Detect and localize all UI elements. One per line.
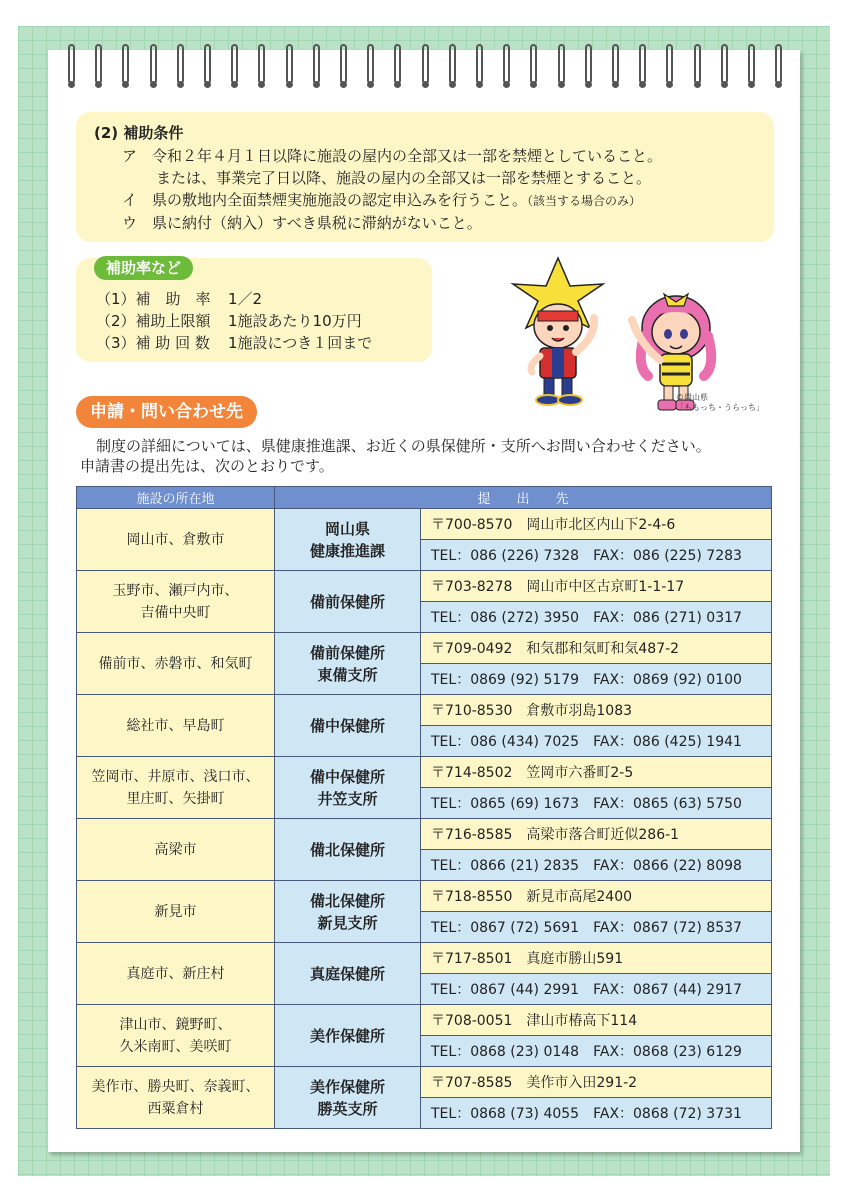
spiral-ring xyxy=(612,44,619,84)
address-cell: 〒714-8502 笠岡市六番町2-5 xyxy=(421,757,772,788)
copyright-line-2: 「ももっち・うらっち」 xyxy=(676,403,764,412)
intro-line-2: 申請書の提出先は、次のとおりです。 xyxy=(80,457,334,475)
spiral-ring xyxy=(340,44,347,84)
office-line-1: 美作保健所 xyxy=(309,1077,385,1096)
address-cell: 〒718-8550 新見市高尾2400 xyxy=(421,881,772,912)
table-row xyxy=(77,633,772,664)
phone-fax-cell: TEL：086 (226) 7328 FAX：086 (225) 7283 xyxy=(421,540,772,571)
phone-fax-cell: TEL：0865 (69) 1673 FAX：0865 (63) 5750 xyxy=(421,788,772,819)
table-row xyxy=(77,757,772,788)
intro-line-1: 制度の詳細については、県健康推進課、お近くの県保健所・支所へお問い合わせください。 xyxy=(96,437,711,455)
spiral-ring xyxy=(258,44,265,84)
office-cell xyxy=(275,571,421,633)
phone-fax-cell: TEL：0868 (73) 4055 FAX：0868 (72) 3731 xyxy=(421,1098,772,1129)
mascot-copyright xyxy=(676,393,764,413)
table-row xyxy=(77,819,772,850)
location-line-2: 吉備中央町 xyxy=(140,604,211,621)
address-cell: 〒716-8585 高梁市落合町近似286-1 xyxy=(421,819,772,850)
address-cell: 〒708-0051 津山市椿高下114 xyxy=(421,1005,772,1036)
spiral-ring xyxy=(694,44,701,84)
spiral-ring xyxy=(313,44,320,84)
application-intro xyxy=(80,436,780,476)
spiral-ring xyxy=(68,44,75,84)
office-line-1: 真庭保健所 xyxy=(309,964,385,983)
phone-fax-cell: TEL：086 (434) 7025 FAX：086 (425) 1941 xyxy=(421,726,772,757)
table-row xyxy=(77,509,772,540)
office-line-2: 勝英支所 xyxy=(317,1099,378,1118)
table-row xyxy=(77,1005,772,1036)
location-line-1: 津山市、鏡野町、 xyxy=(119,1016,232,1033)
contacts-table xyxy=(76,486,772,1129)
copyright-line-1: ©岡山県 xyxy=(676,393,708,402)
location-cell xyxy=(77,1005,275,1067)
location-cell xyxy=(77,509,275,571)
spiral-ring xyxy=(721,44,728,84)
location-cell xyxy=(77,819,275,881)
header-location: 施設の所在地 xyxy=(77,487,275,509)
spiral-ring xyxy=(748,44,755,84)
spiral-ring xyxy=(775,44,782,84)
contacts-table-body xyxy=(77,509,772,1129)
office-line-1: 備北保健所 xyxy=(309,891,385,910)
location-cell xyxy=(77,633,275,695)
location-line-1: 美作市、勝央町、奈義町、 xyxy=(91,1078,260,1095)
phone-fax-cell: TEL：086 (272) 3950 FAX：086 (271) 0317 xyxy=(421,602,772,633)
office-line-1: 備中保健所 xyxy=(309,716,385,735)
location-line-1: 高梁市 xyxy=(154,841,197,858)
office-cell xyxy=(275,819,421,881)
spiral-ring xyxy=(639,44,646,84)
location-cell xyxy=(77,881,275,943)
address-cell: 〒700-8570 岡山市北区内山下2-4-6 xyxy=(421,509,772,540)
office-line-1: 岡山県 xyxy=(324,519,370,538)
office-line-2: 新見支所 xyxy=(317,913,378,932)
spiral-ring xyxy=(449,44,456,84)
phone-fax-cell: TEL：0866 (21) 2835 FAX：0866 (22) 8098 xyxy=(421,850,772,881)
office-line-2: 健康推進課 xyxy=(309,541,385,560)
table-row xyxy=(77,1067,772,1098)
location-line-1: 玉野市、瀬戸内市、 xyxy=(112,582,239,599)
conditions-title: (2) 補助条件 xyxy=(94,124,184,142)
phone-fax-cell: TEL：0867 (72) 5691 FAX：0867 (72) 8537 xyxy=(421,912,772,943)
office-line-1: 備中保健所 xyxy=(309,767,385,786)
spiral-ring xyxy=(530,44,537,84)
office-line-2: 井笠支所 xyxy=(317,789,378,808)
rate-label: （1）補 助 率 xyxy=(96,290,211,308)
conditions-box xyxy=(76,112,774,242)
location-cell xyxy=(77,943,275,1005)
table-row xyxy=(77,943,772,974)
rate-row xyxy=(96,332,418,354)
address-cell: 〒709-0492 和気郡和気町和気487-2 xyxy=(421,633,772,664)
spiral-ring xyxy=(367,44,374,84)
table-row xyxy=(77,695,772,726)
office-line-1: 美作保健所 xyxy=(309,1026,385,1045)
office-cell xyxy=(275,1067,421,1129)
office-cell xyxy=(275,633,421,695)
condition-i-text: イ 県の敷地内全面禁煙実施施設の認定申込みを行うこと。 xyxy=(122,191,528,209)
location-line-1: 岡山市、倉敷市 xyxy=(126,531,225,548)
location-cell xyxy=(77,1067,275,1129)
condition-i xyxy=(94,189,756,212)
office-cell xyxy=(275,881,421,943)
rate-value: 1施設につき１回まで xyxy=(228,334,373,352)
phone-fax-cell: TEL：0868 (23) 0148 FAX：0868 (23) 6129 xyxy=(421,1036,772,1067)
location-line-2: 里庄町、矢掛町 xyxy=(126,790,225,807)
address-cell: 〒707-8585 美作市入田291-2 xyxy=(421,1067,772,1098)
condition-a-cont: または、事業完了日以降、施設の屋内の全部又は一部を禁煙とすること。 xyxy=(156,169,652,187)
rate-title-pill: 補助率など xyxy=(94,256,193,280)
spiral-ring xyxy=(177,44,184,84)
spiral-ring xyxy=(558,44,565,84)
spiral-ring xyxy=(150,44,157,84)
location-cell xyxy=(77,571,275,633)
condition-a: ア 令和２年４月１日以降に施設の屋内の全部又は一部を禁煙としていること。 xyxy=(122,147,663,165)
office-cell xyxy=(275,695,421,757)
spiral-ring xyxy=(394,44,401,84)
header-destination: 提 出 先 xyxy=(275,487,772,509)
office-cell xyxy=(275,509,421,571)
location-line-2: 久米南町、美咲町 xyxy=(119,1038,232,1055)
location-line-1: 笠岡市、井原市、浅口市、 xyxy=(91,768,260,785)
office-line-1: 備前保健所 xyxy=(309,643,385,662)
rate-label: （3）補 助 回 数 xyxy=(96,334,210,352)
table-row xyxy=(77,881,772,912)
rate-value: 1／2 xyxy=(228,290,263,308)
location-line-1: 新見市 xyxy=(154,903,197,920)
location-cell xyxy=(77,757,275,819)
momocchi-mascot xyxy=(513,258,603,405)
office-cell xyxy=(275,757,421,819)
rate-value: 1施設あたり10万円 xyxy=(228,312,362,330)
location-line-1: 真庭市、新庄村 xyxy=(126,965,225,982)
location-line-1: 総社市、早島町 xyxy=(126,717,225,734)
location-line-2: 西粟倉村 xyxy=(147,1100,204,1117)
spiral-ring xyxy=(666,44,673,84)
condition-u: ウ 県に納付（納入）すべき県税に滞納がないこと。 xyxy=(122,214,482,232)
spiral-ring xyxy=(476,44,483,84)
spiral-ring xyxy=(204,44,211,84)
office-line-1: 備前保健所 xyxy=(309,592,385,611)
location-line-1: 備前市、赤磐市、和気町 xyxy=(98,655,253,672)
spiral-ring xyxy=(422,44,429,84)
spiral-ring xyxy=(503,44,510,84)
address-cell: 〒703-8278 岡山市中区古京町1-1-17 xyxy=(421,571,772,602)
application-title-pill: 申請・問い合わせ先 xyxy=(76,396,257,428)
spiral-ring xyxy=(286,44,293,84)
phone-fax-cell: TEL：0867 (44) 2991 FAX：0867 (44) 2917 xyxy=(421,974,772,1005)
address-cell: 〒717-8501 真庭市勝山591 xyxy=(421,943,772,974)
spiral-ring xyxy=(585,44,592,84)
phone-fax-cell: TEL：0869 (92) 5179 FAX：0869 (92) 0100 xyxy=(421,664,772,695)
condition-i-note: （該当する場合のみ） xyxy=(527,194,642,208)
office-cell xyxy=(275,943,421,1005)
rate-label: （2）補助上限額 xyxy=(96,312,211,330)
spiral-ring xyxy=(231,44,238,84)
office-cell xyxy=(275,1005,421,1067)
office-line-2: 東備支所 xyxy=(317,665,378,684)
location-cell xyxy=(77,695,275,757)
spiral-ring xyxy=(122,44,129,84)
rate-row xyxy=(96,288,418,310)
spiral-ring xyxy=(95,44,102,84)
office-line-1: 備北保健所 xyxy=(309,840,385,859)
mascot-illustration xyxy=(508,256,778,416)
rate-row xyxy=(96,310,418,332)
address-cell: 〒710-8530 倉敷市羽島1083 xyxy=(421,695,772,726)
table-row xyxy=(77,571,772,602)
table-header-row xyxy=(77,487,772,509)
